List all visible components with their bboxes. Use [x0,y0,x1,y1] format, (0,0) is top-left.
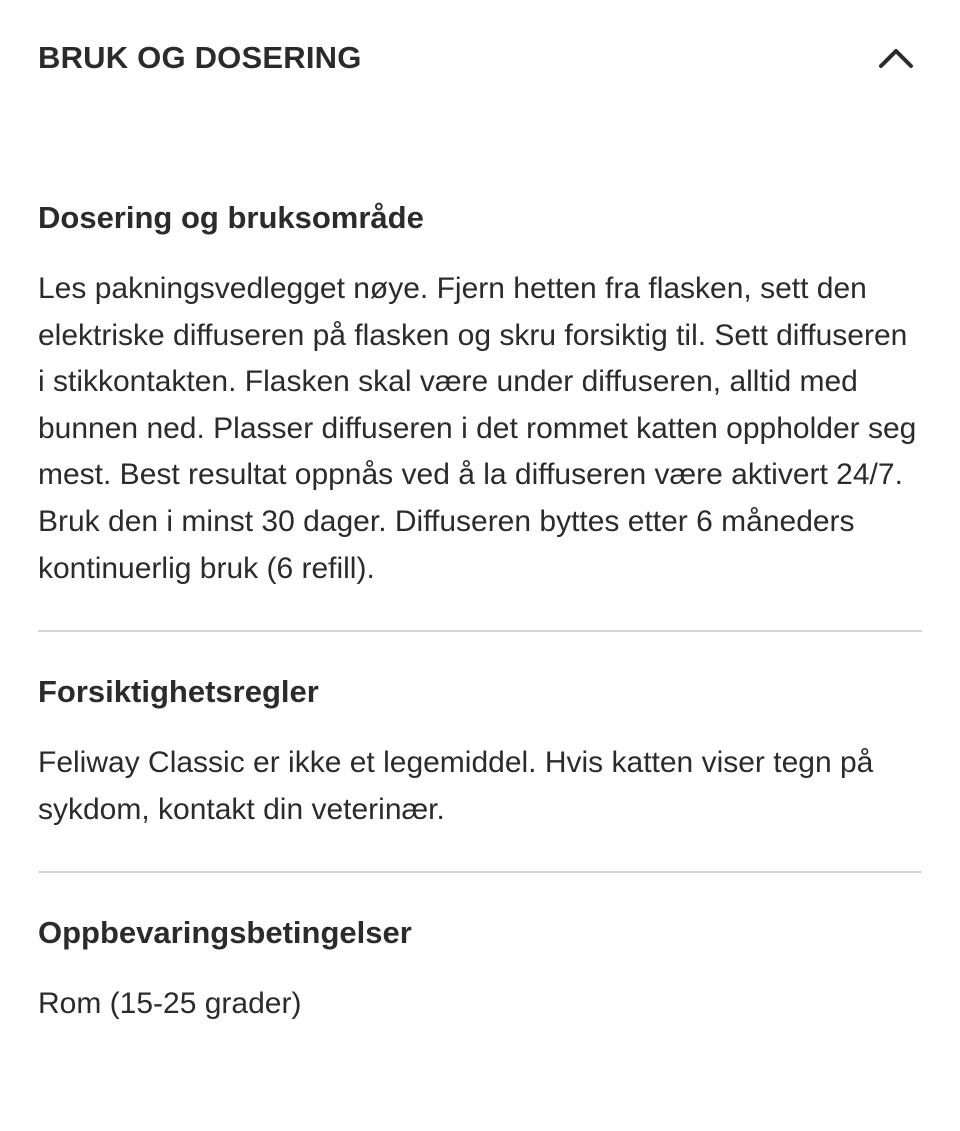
caution-heading: Forsiktighetsregler [38,674,319,710]
storage-heading: Oppbevaringsbetingelser [38,915,412,951]
accordion-header[interactable] [38,30,922,86]
accordion-title: BRUK OG DOSERING [38,40,362,75]
dosing-heading: Dosering og bruksområde [38,200,424,235]
storage-section [38,911,922,1028]
storage-text: Rom (15-25 grader) [38,987,302,1021]
dosing-section [38,196,922,592]
dosing-text: Les pakningsvedlegget nøye. Fjern hetten fra flasken, sett den elektriske diffuseren på flasken og skru forsiktig til. Sett diffuseren i stikkontakten. Flasken skal være under diffuseren, alltid med bunnen ned. Plasser diffuseren i det rommet katten oppholder seg mest. Best resultat oppnås ved å la diffuseren være aktivert 24/7. Bruk den i minst 30 dager. Diffuseren byttes etter 6 måneders kontinuerlig bruk (6 refill). [38,272,917,585]
caution-text: Feliway Classic er ikke et legemiddel. Hvis katten viser tegn på sykdom, kontakt din veterinær. [38,746,874,826]
divider [38,630,922,632]
divider [38,871,922,873]
accordion-body [38,196,922,1028]
chevron-up-icon[interactable] [876,38,916,78]
caution-section [38,670,922,833]
